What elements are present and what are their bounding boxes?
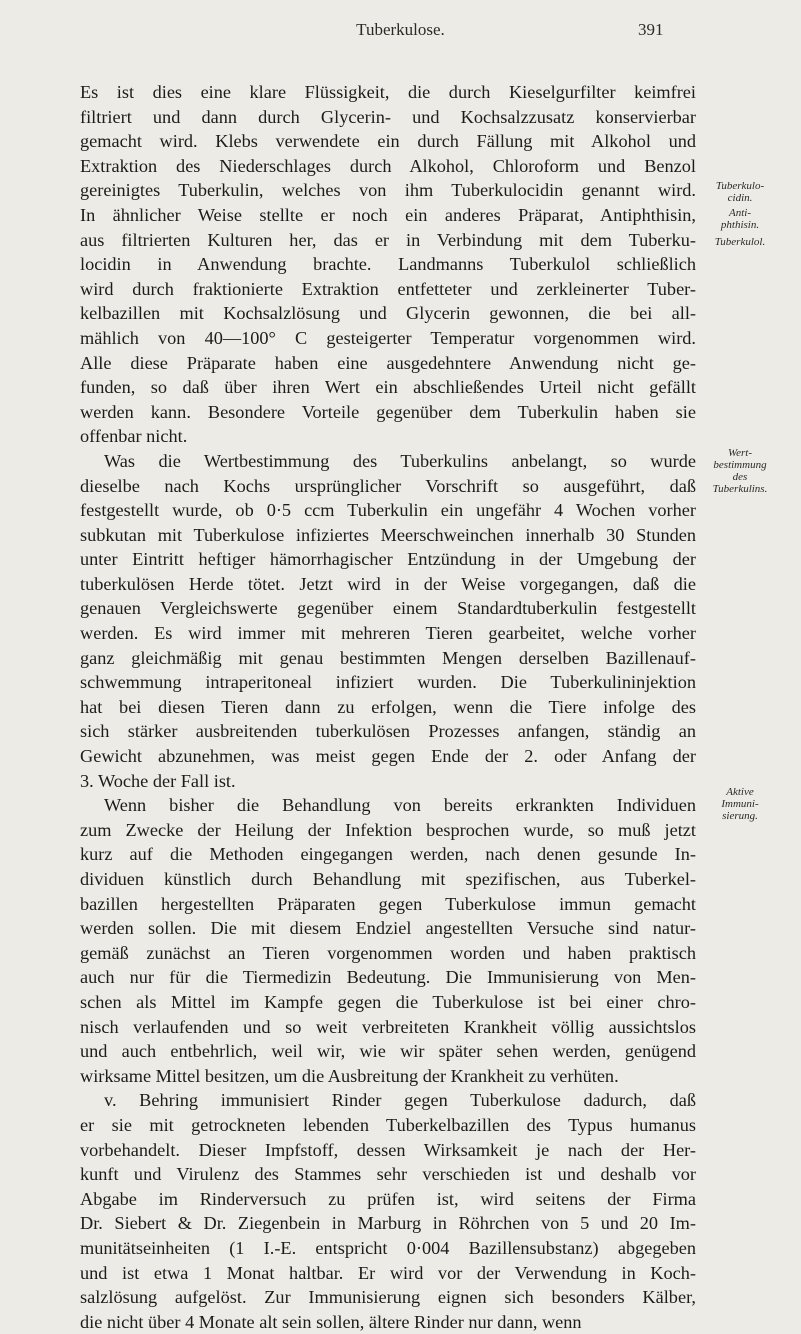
margin-note-line: phthisin. [720,219,760,231]
margin-note-tuberkulocidin [702,180,778,204]
text-line: auch nur für die Tiermedizin Bedeutung. Die Immunisierung von Men- [80,967,696,988]
margin-note-wertbestimmung [702,447,778,495]
text-line: subkutan mit Tuberkulose infiziertes Meerschweinchen innerhalb 30 Stunden [80,524,696,545]
paragraph [80,449,696,793]
text-line: und ist etwa 1 Monat haltbar. Er wird vor der Verwendung in Koch- [80,1262,696,1283]
text-line: filtriert und dann durch Glycerin- und Kochsalzzusatz konservierbar [80,106,696,127]
text-line: funden, so daß über ihren Wert ein abschließendes Urteil nicht gefällt [80,377,696,398]
paragraph [80,1088,696,1334]
text-line: munitätseinheiten (1 I.-E. entspricht 0·004 Bazillensubstanz) abgegeben [80,1237,696,1258]
margin-note-antiphthisin [702,207,778,231]
text-line: er sie mit getrockneten lebenden Tuberkelbazillen des Typus humanus [80,1114,696,1135]
text-line: festgestellt wurde, ob 0·5 ccm Tuberkulin ein ungefähr 4 Wochen vorher [80,500,696,521]
text-line: 3. Woche der Fall ist. [80,770,236,791]
text-line: hat bei diesen Tieren dann zu erfolgen, wenn die Tiere infolge des [80,696,696,717]
text-line: gemacht wird. Klebs verwendete ein durch Fällung mit Alkohol und [80,131,696,152]
text-line: Wenn bisher die Behandlung von bereits erkrankten Individuen [104,795,696,816]
text-line: Was die Wertbestimmung des Tuberkulins anbelangt, so wurde [104,450,696,471]
margin-note-line: Wert- [727,447,753,459]
text-line: sich stärker ausbreitenden tuberkulösen Prozesses anfangen, ständig an [80,721,696,742]
margin-note-line: Aktive [726,786,754,798]
text-line: aus filtrierten Kulturen her, das er in Verbindung mit dem Tuberku- [80,229,696,250]
margin-note-line: Immuni- [721,798,759,810]
margin-note-aktive-immunisierung [702,786,778,822]
text-line: In ähnlicher Weise stellte er noch ein anderes Präparat, Antiphthisin, [80,204,696,225]
page-number: 391 [638,20,664,39]
text-line: Dr. Siebert & Dr. Ziegenbein in Marburg in Röhrchen von 5 und 20 Im- [80,1213,696,1234]
text-line: salzlösung aufgelöst. Zur Immunisierung eignen sich besonders Kälber, [80,1287,696,1308]
paragraph [80,80,696,449]
margin-note-line: bestimmung [713,459,767,471]
margin-note-line: des [732,471,748,483]
text-line: die nicht über 4 Monate alt sein sollen, ältere Rinder nur dann, wenn [80,1311,582,1332]
text-line: Es ist dies eine klare Flüssigkeit, die durch Kieselgurfilter keimfrei [80,82,696,102]
text-line: bazillen hergestellten Präparaten gegen Tuberkulose immun gemacht [80,893,696,914]
paragraph [80,793,696,1088]
margin-note-line: Tuberkulo- [715,180,765,192]
text-line: mählich von 40—100° C gesteigerter Temperatur vorgenommen wird. [80,327,696,348]
text-line: offenbar nicht. [80,426,188,447]
text-line: locidin in Anwendung brachte. Landmanns Tuberkulol schließlich [80,254,696,275]
text-line: dieselbe nach Kochs ursprünglicher Vorschrift so ausgeführt, daß [80,475,696,496]
text-line: werden sollen. Die mit diesem Endziel angestellten Versuche sind natur- [80,918,696,939]
text-line: unter Eintritt heftiger hämorrhagischer Entzündung in der Umgebung der [80,549,696,570]
margin-note-line: cidin. [727,192,753,204]
text-line: genauen Vergleichswerte gegenüber einem Standardtuberkulin festgestellt [80,598,696,619]
running-header-title: Tuberkulose. [356,20,445,39]
margin-note-line: Anti- [729,207,751,219]
text-line: werden. Es wird immer mit mehreren Tieren gearbeitet, welche vorher [80,623,696,644]
text-line: gereinigtes Tuberkulin, welches von ihm Tuberkulocidin genannt wird. [80,180,696,201]
margin-note-line: Tuberkulol. [714,236,766,248]
main-text-block [80,80,696,1334]
text-line: kurz auf die Methoden eingegangen werden, nach denen gesunde In- [80,844,696,865]
text-line: kelbazillen mit Kochsalzlösung und Glycerin gewonnen, die bei all- [80,303,696,324]
text-line: zum Zwecke der Heilung der Infektion besprochen wurde, so muß jetzt [80,819,696,840]
text-line: v. Behring immunisiert Rinder gegen Tuberkulose dadurch, daß [104,1090,696,1111]
text-line: gemäß zunächst an Tieren vorgenommen worden und haben praktisch [80,942,696,963]
margin-note-line: Tuberkulins. [712,483,768,495]
text-line: ganz gleichmäßig mit genau bestimmten Mengen derselben Bazillenauf- [80,647,696,668]
text-line: nisch verlaufenden und so weit verbreiteten Krankheit völlig aussichtslos [80,1016,696,1037]
text-line: dividuen künstlich durch Behandlung mit spezifischen, aus Tuberkel- [80,869,696,889]
text-line: tuberkulösen Herde tötet. Jetzt wird in der Weise vorgegangen, daß die [80,573,696,594]
text-line: vorbehandelt. Dieser Impfstoff, dessen Wirksamkeit je nach der Her- [80,1139,696,1160]
text-line: schen als Mittel im Kampfe gegen die Tuberkulose ist bei einer chro- [80,991,696,1012]
text-line: Gewicht abzunehmen, was meist gegen Ende der 2. oder Anfang der [80,746,696,767]
text-line: kunft und Virulenz des Stammes sehr verschieden ist und deshalb vor [80,1164,696,1185]
text-line: und auch entbehrlich, weil wir, wie wir später sehen werden, genügend [80,1041,696,1062]
text-line: Abgabe im Rinderversuch zu prüfen ist, wird seitens der Firma [80,1188,696,1209]
text-line: Alle diese Präparate haben eine ausgedehntere Anwendung nicht ge- [80,352,696,373]
margin-note-line: sierung. [722,810,758,822]
text-line: wird durch fraktionierte Extraktion entfetteter und zerkleinerter Tuber- [80,278,696,299]
margin-note-tuberkulol [702,236,778,248]
text-line: werden kann. Besondere Vorteile gegenüber dem Tuberkulin haben sie [80,401,696,422]
text-line: Extraktion des Niederschlages durch Alkohol, Chloroform und Benzol [80,155,696,176]
text-line: schwemmung intraperitoneal infiziert wurden. Die Tuberkulininjektion [80,672,696,693]
text-line: wirksame Mittel besitzen, um die Ausbreitung der Krankheit zu verhüten. [80,1065,619,1086]
